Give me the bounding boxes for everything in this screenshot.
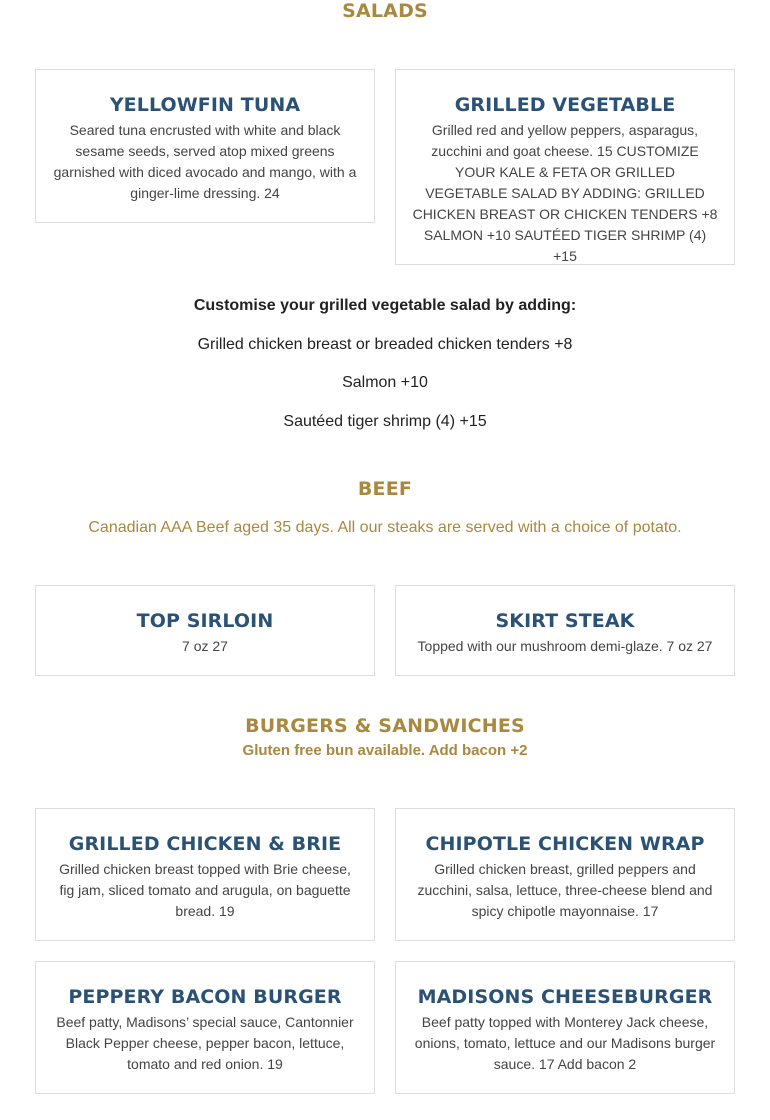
menu-item-description: Seared tuna encrusted with white and black sesame seeds, served atop mixed greens garnished with diced avocado and mango, with a ginger-lime dressing. 24	[53, 122, 357, 201]
menu-item-name: SKIRT STEAK	[495, 610, 635, 632]
customise-option: Salmon +10	[342, 374, 428, 391]
menu-item-description: Grilled chicken breast topped with Brie cheese, fig jam, sliced tomato and arugula, on baguette bread. 19	[59, 861, 351, 919]
customise-option: Sautéed tiger shrimp (4) +15	[283, 413, 487, 430]
menu-item-name: PEPPERY BACON BURGER	[68, 986, 342, 1008]
section-subtitle-beef: Canadian AAA Beef aged 35 days. All our steaks are served with a choice of potato.	[88, 519, 682, 536]
section-title-salads: SALADS	[342, 0, 428, 22]
menu-item-description: Beef patty topped with Monterey Jack cheese, onions, tomato, lettuce and our Madisons burger sauce. 17 Add bacon 2	[414, 1014, 716, 1072]
menu-item-description: 7 oz 27	[182, 638, 228, 654]
menu-item-description: Grilled chicken breast, grilled peppers and zucchini, salsa, lettuce, three-cheese blend and spicy chipotle mayonnaise. 17	[417, 861, 713, 919]
menu-item-name: YELLOWFIN TUNA	[109, 94, 301, 116]
menu-item-name: CHIPOTLE CHICKEN WRAP	[425, 833, 705, 855]
menu-item-card	[35, 808, 375, 941]
menu-item-card	[395, 585, 735, 676]
section-title-beef: BEEF	[357, 478, 413, 500]
menu-item-card	[35, 585, 375, 676]
menu-item-description: Topped with our mushroom demi-glaze. 7 oz 27	[417, 638, 713, 654]
customise-heading: Customise your grilled vegetable salad by adding:	[193, 297, 577, 314]
section-title-burgers: BURGERS & SANDWICHES	[245, 715, 525, 737]
menu-item-name: GRILLED VEGETABLE	[454, 94, 676, 116]
menu-item-description: Grilled red and yellow peppers, asparagus, zucchini and goat cheese. 15 CUSTOMIZE YOUR KALE & FETA OR GRILLED VEGETABLE SALAD BY ADDING: GRILLED CHICKEN BREAST OR CHICKEN TENDERS +8 SALMON +10 SAUTÉED TIGER SHRIMP (4) +15	[412, 122, 718, 264]
section-subtitle-burgers: Gluten free bun available. Add bacon +2	[242, 742, 528, 759]
menu-item-card	[395, 808, 735, 941]
menu-item-description: Beef patty, Madisons’ special sauce, Cantonnier Black Pepper cheese, pepper bacon, lettuce, tomato and red onion. 19	[56, 1014, 354, 1072]
menu-item-card	[395, 69, 735, 265]
customise-option: Grilled chicken breast or breaded chicken tenders +8	[197, 336, 573, 353]
menu-item-name: TOP SIRLOIN	[136, 610, 274, 632]
menu-item-card	[395, 961, 735, 1094]
menu-item-name: GRILLED CHICKEN & BRIE	[68, 833, 342, 855]
menu-item-card	[35, 961, 375, 1094]
menu-item-card	[35, 69, 375, 223]
menu-item-name: MADISONS CHEESEBURGER	[417, 986, 713, 1008]
